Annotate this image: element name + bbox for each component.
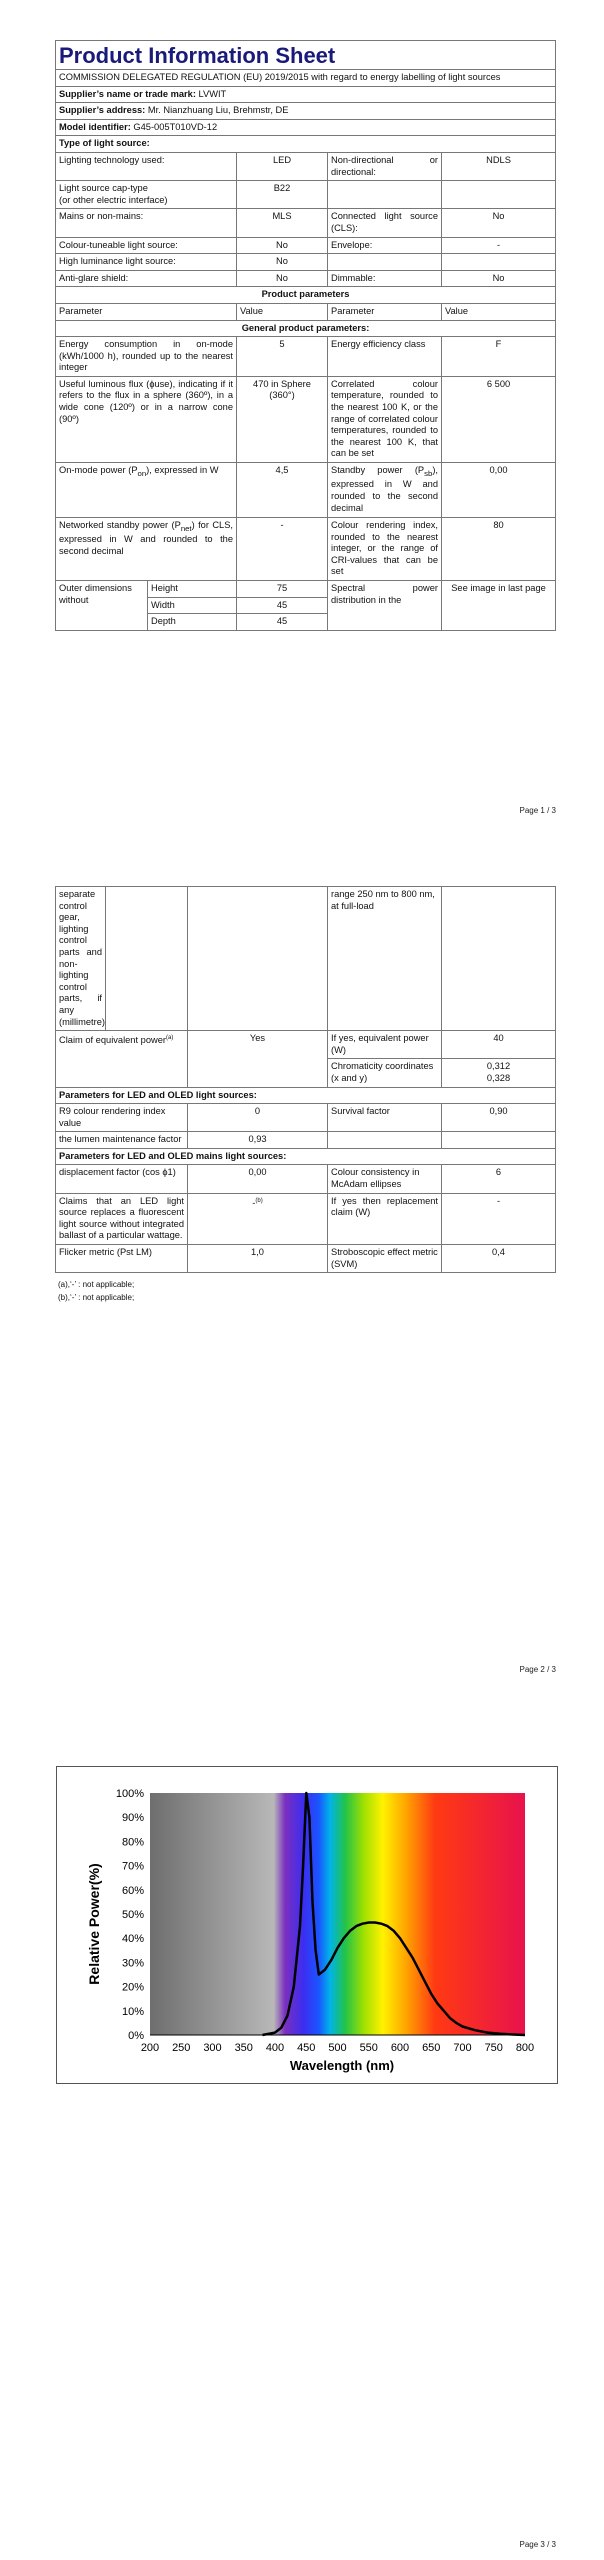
equivalent-power-label: If yes, equivalent power (W) [328,1031,442,1059]
type-label-2: Envelope: [328,237,442,254]
empty-cell [328,1132,442,1149]
param-header-row [56,303,556,320]
empty-cell [442,1132,556,1149]
type-row [56,181,556,209]
spectral-power-distribution-chart [57,1767,557,2083]
type-heading: Type of light source: [56,136,556,153]
footnote-ref: (b) [255,1197,263,1204]
y-tick-label: 0% [128,2030,144,2042]
param-row [56,1245,556,1273]
column-header: Value [442,303,556,320]
param-value-2: F [442,337,556,377]
replacement-label: If yes then replacement claim (W) [328,1193,442,1244]
y-tick-label: 100% [115,1788,144,1800]
type-value-2: NDLS [442,152,556,180]
regulation-text: COMMISSION DELEGATED REGULATION (EU) 2019/2015 with regard to energy labelling of light sources [56,70,556,87]
y-tick-label: 20% [121,1981,144,1994]
dimension-row [56,581,556,598]
param-row [56,1104,556,1132]
type-value-2: - [442,237,556,254]
type-value: B22 [237,181,328,209]
page-number: Page 3 / 3 [519,2540,556,2549]
column-header: Parameter [328,303,442,320]
dimensions-label: Outer dimensions without [56,581,148,631]
spectrum-chart-frame [56,1766,558,2084]
product-info-table [55,40,556,631]
type-label-2: Connected light source (CLS): [328,209,442,237]
type-label-2: Dimmable: [328,270,442,287]
x-tick-label: 650 [422,2042,441,2054]
mcadam-value: 6 [442,1165,556,1193]
footnote-b: (b),‘-’ : not applicable; [58,1293,135,1302]
type-row [56,237,556,254]
footnote-ref: (a) [165,1035,174,1042]
param-label: Networked standby power $(P_{net})$ for CLS, expressed in W and rounded to the second decimal [56,518,237,581]
param-row [56,1165,556,1193]
spd-value: See image in last page [442,581,556,631]
flicker-value: 1,0 [188,1245,328,1273]
survival-label: Survival factor [328,1104,442,1132]
param-row [56,376,556,462]
empty-cell [188,887,328,1031]
param-value-2: 6 500 [442,376,556,462]
param-row [56,463,556,518]
y-tick-label: 10% [121,2005,144,2018]
y-axis-label: Relative Power(%) [86,1863,102,1985]
page-number: Page 1 / 3 [519,806,556,815]
param-label-2: Energy efficiency class [328,337,442,377]
type-row [56,152,556,180]
general-parameters-heading: General product parameters: [56,320,556,337]
type-label: Light source cap-type (or other electric interface) [56,181,237,209]
param-row [56,1132,556,1149]
chromaticity-label: Chromaticity coordinates (x and y) [328,1059,442,1087]
x-tick-label: 600 [390,2042,410,2054]
footnotes [58,1278,134,1304]
displacement-label: displacement factor (cos ϕ1) [56,1165,188,1193]
type-row [56,254,556,271]
type-label-2 [328,181,442,209]
type-label: Colour-tuneable light source: [56,237,237,254]
model-row [56,119,556,136]
model-label: Model identifier: [59,121,131,132]
survival-value: 0,90 [442,1104,556,1132]
page-3 [0,1692,604,2560]
column-header: Value [237,303,328,320]
y-tick-label: 90% [121,1812,144,1825]
param-row [56,518,556,581]
type-row [56,209,556,237]
product-info-table-continued [55,886,556,1273]
param-row [56,337,556,377]
param-label-2: Colour rendering index, rounded to the nearest integer, or the range of CRI-values that can be set [328,518,442,581]
spectrum-background [150,1793,525,2035]
claims-value: -$^{(b)}$ [188,1193,328,1244]
dimension-name: Depth [148,614,237,631]
type-row [56,270,556,287]
dimension-value: 45 [237,597,328,614]
type-label: Lighting technology used: [56,152,237,180]
type-value-2 [442,254,556,271]
dimensions-label-continued: separate control gear, lighting control parts and non-lighting control parts, if any (millimetre) [56,887,106,1031]
supplier-row [56,86,556,103]
page-1 [0,0,604,830]
plot-area [116,1788,534,2054]
dimension-continued-row [56,887,556,1031]
x-tick-label: 400 [265,2042,285,2054]
param-label-2: Standby power $(P_{sb})$, expressed in W and rounded to the second decimal [328,463,442,518]
y-tick-label: 70% [121,1860,144,1873]
empty-cell [442,887,556,1031]
param-value: 5 [237,337,328,377]
x-tick-label: 800 [515,2042,535,2054]
dimension-name: Height [148,581,237,598]
address-value: Mr. Nianzhuang Liu, Brehmstr, DE [147,105,289,116]
type-label-2: Non-directional or directional: [328,152,442,180]
x-tick-label: 350 [234,2042,253,2054]
document-title: Product Information Sheet [56,41,556,70]
param-value-2: 0,00 [442,463,556,518]
param-value: - [237,518,328,581]
type-label: Mains or non-mains: [56,209,237,237]
spd-label-continued: range 250 nm to 800 nm, at full-load [328,887,442,1031]
param-label-2: Correlated colour temperature, rounded to the nearest 100 K, or the range of correlated colour temperatures, rounded to the nearest 100 K, that can be set [328,376,442,462]
type-value: No [237,237,328,254]
r9-label: R9 colour rendering index value [56,1104,188,1132]
x-tick-label: 250 [172,2042,191,2054]
y-tick-label: 60% [121,1884,144,1897]
mcadam-label: Colour consistency in McAdam ellipses [328,1165,442,1193]
param-value: 470 in Sphere (360°) [237,376,328,462]
supplier-label: Supplier’s name or trade mark: [59,88,196,99]
param-label: Energy consumption in on-mode (kWh/1000 h), rounded up to the nearest integer [56,337,237,377]
y-tick-label: 80% [121,1836,144,1849]
y-tick-label: 40% [121,1933,144,1946]
column-header: Parameter [56,303,237,320]
param-value: 4,5 [237,463,328,518]
x-tick-label: 450 [297,2042,316,2054]
type-value-2: No [442,209,556,237]
page-number: Page 2 / 3 [519,1665,556,1674]
x-tick-label: 300 [203,2042,222,2054]
model-value: G45-005T010VD-12 [133,121,218,132]
product-parameters-heading: Product parameters [56,287,556,304]
svm-label: Stroboscopic effect metric (SVM) [328,1245,442,1273]
replacement-value: - [442,1193,556,1244]
spd-label: Spectral power distribution in the [328,581,442,631]
param-row [56,1031,556,1059]
equivalent-power-value: 40 [442,1031,556,1059]
x-tick-label: 550 [359,2042,378,2054]
dimension-value: 45 [237,614,328,631]
type-label-2 [328,254,442,271]
r9-value: 0 [188,1104,328,1132]
type-label: Anti-glare shield: [56,270,237,287]
param-row [56,1193,556,1244]
equivalent-claim-value: Yes [188,1031,328,1087]
flicker-label: Flicker metric (Pst LM) [56,1245,188,1273]
type-value-2 [442,181,556,209]
x-tick-label: 700 [453,2042,472,2054]
type-value-2: No [442,270,556,287]
type-value: MLS [237,209,328,237]
type-value: LED [237,152,328,180]
displacement-value: 0,00 [188,1165,328,1193]
dimension-value: 75 [237,581,328,598]
y-tick-label: 30% [121,1957,144,1970]
dimension-name: Width [148,597,237,614]
led-parameters-heading: Parameters for LED and OLED light sources: [56,1087,556,1104]
type-value: No [237,270,328,287]
address-row [56,103,556,120]
lumen-maintenance-value: 0,93 [188,1132,328,1149]
x-tick-label: 750 [484,2042,503,2054]
param-value-2: 80 [442,518,556,581]
address-label: Supplier’s address: [59,105,146,116]
empty-cell [106,887,188,1031]
x-tick-label: 500 [328,2042,347,2054]
type-label: High luminance light source: [56,254,237,271]
type-value: No [237,254,328,271]
chromaticity-value: 0,312 0,328 [442,1059,556,1087]
footnote-a: (a),‘-’ : not applicable; [58,1280,135,1289]
equivalent-claim-label: Claim of equivalent power$^{(a)}$ [56,1031,188,1087]
mains-parameters-heading: Parameters for LED and OLED mains light sources: [56,1148,556,1165]
lumen-maintenance-label: the lumen maintenance factor [56,1132,188,1149]
param-label: Useful luminous flux (ɸuse), indicating if it refers to the flux in a sphere (360º), in a wide cone (120º) or in a narrow cone (90º) [56,376,237,462]
param-label: On-mode power $(P_{on})$, expressed in W [56,463,237,518]
supplier-value: LVWIT [198,88,227,99]
page-2 [0,830,604,1692]
claims-label: Claims that an LED light source replaces a fluorescent light source without integrated ballast of a particular wattage. [56,1193,188,1244]
x-tick-label: 200 [140,2042,160,2054]
x-axis-label: Wavelength (nm) [289,2058,395,2073]
svm-value: 0,4 [442,1245,556,1273]
y-tick-label: 50% [121,1909,144,1921]
